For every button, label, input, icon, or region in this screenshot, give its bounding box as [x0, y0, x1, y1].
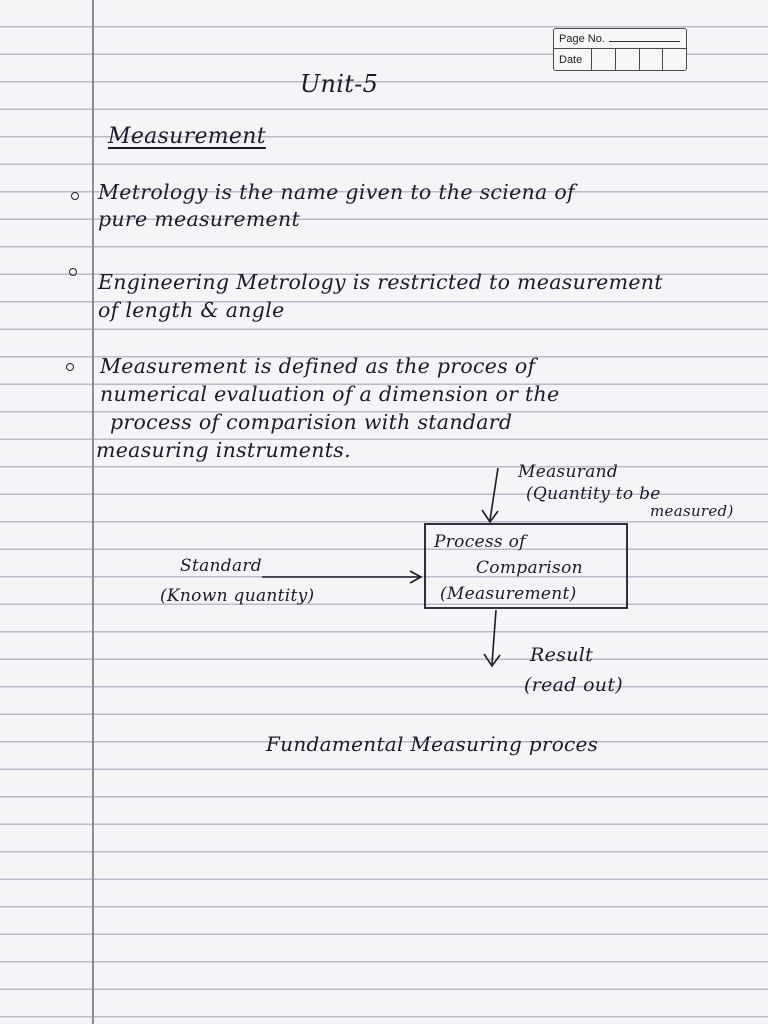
bullet-2-line-1: Engineering Metrology is restricted to measurement	[98, 270, 663, 294]
bullet-3-line-2: numerical evaluation of a dimension or the	[100, 382, 560, 406]
measurand-sub-2: measured)	[650, 502, 734, 520]
standard-label: Standard	[180, 556, 262, 576]
bullet-1-line-1: Metrology is the name given to the sciena of	[98, 180, 575, 204]
measurand-arrow-line	[490, 468, 498, 520]
standard-sub: (Known quantity)	[160, 586, 315, 606]
measurand-arrow-head	[482, 510, 498, 522]
section-heading: Measurement	[108, 124, 266, 149]
date-row	[554, 49, 686, 70]
page-no-row	[554, 29, 686, 49]
result-sub: (read out)	[524, 674, 623, 696]
result-label: Result	[530, 644, 594, 666]
page-date-box	[553, 28, 687, 71]
page-title: Unit-5	[300, 70, 379, 98]
bullet-2-line-2: of length & angle	[98, 298, 285, 322]
bullet-1-line-2: pure measurement	[98, 207, 301, 231]
result-arrow-head	[484, 654, 500, 666]
bullet-dot	[66, 363, 74, 371]
date-cell	[639, 49, 663, 70]
bullet-3-line-3: process of comparision with standard	[110, 410, 513, 434]
result-arrow-line	[492, 610, 496, 664]
bullet-3-line-1: Measurement is defined as the proces of	[100, 354, 536, 378]
date-cell	[591, 49, 615, 70]
bullet-3-line-4: measuring instruments.	[96, 438, 351, 462]
date-cell	[615, 49, 639, 70]
standard-arrow-head	[410, 571, 421, 583]
date-cell	[662, 49, 686, 70]
page-no-label: Page No.	[559, 32, 605, 45]
measurand-sub: (Quantity to be	[526, 484, 661, 504]
diagram-caption: Fundamental Measuring proces	[266, 732, 599, 756]
process-line-1: Process of	[434, 532, 526, 552]
bullet-dot	[69, 268, 77, 276]
process-line-3: (Measurement)	[440, 584, 577, 604]
measurand-label: Measurand	[518, 462, 619, 482]
page-no-blank	[609, 41, 680, 42]
margin-line	[92, 0, 94, 1024]
date-label: Date	[559, 53, 583, 66]
process-line-2: Comparison	[476, 558, 583, 578]
bullet-dot	[71, 192, 79, 200]
